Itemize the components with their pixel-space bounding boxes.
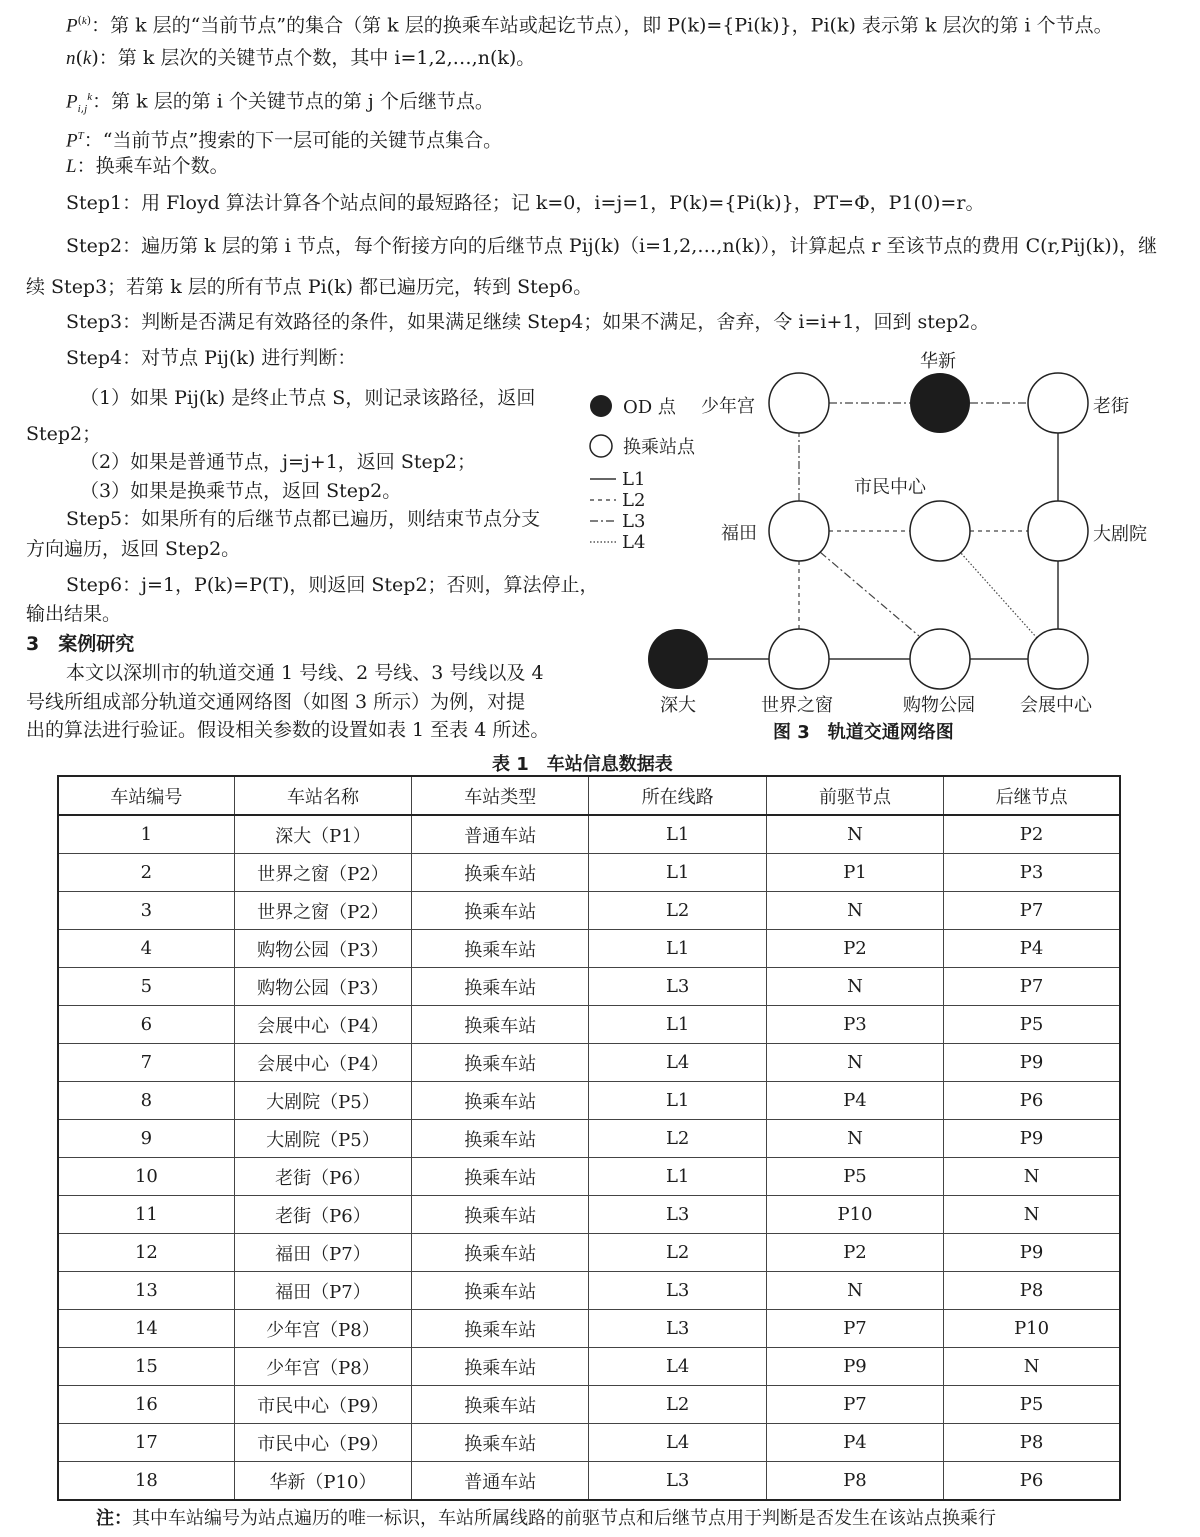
table-cell: 换乘车站 [412, 1234, 589, 1272]
table-cell: 市民中心（P9） [234, 1424, 411, 1462]
table-cell: 17 [58, 1424, 234, 1462]
station-shiminzhongxin [910, 501, 970, 561]
table-cell: 换乘车站 [412, 1082, 589, 1120]
figure-caption: 图 3 轨道交通网络图 [773, 722, 954, 743]
table-cell: 换乘车站 [412, 930, 589, 968]
table-cell: N [766, 1044, 943, 1082]
label-dajuyuan: 大剧院 [1093, 524, 1147, 545]
table-cell: 世界之窗（P2） [234, 892, 411, 930]
table-cell: N [944, 1348, 1120, 1386]
table-cell: 福田（P7） [234, 1234, 411, 1272]
table-cell: 少年宫（P8） [234, 1348, 411, 1386]
table-cell: L3 [589, 1462, 766, 1501]
step5-line1: Step5：如果所有的后继节点都已遍历，则结束节点分支 [66, 508, 541, 530]
table-cell: P2 [766, 930, 943, 968]
table-cell: P5 [944, 1386, 1120, 1424]
table-cell: P9 [944, 1234, 1120, 1272]
step2-line2: 续 Step3；若第 k 层的所有节点 Pi(k) 都已遍历完，转到 Step6。 [26, 276, 593, 298]
section-para-line1: 本文以深圳市的轨道交通 1 号线、2 号线、3 号线以及 4 [66, 662, 544, 684]
rail-network-diagram [580, 345, 1180, 745]
station-shaoniangong [769, 373, 829, 433]
table-cell: L2 [589, 1120, 766, 1158]
table-cell: L4 [589, 1348, 766, 1386]
table-cell: P10 [766, 1196, 943, 1234]
def-p-ij-text: ：第 k 层的第 i 个关键节点的第 j 个后继节点。 [92, 90, 494, 113]
label-futian: 福田 [721, 523, 757, 544]
table-cell: 换乘车站 [412, 1386, 589, 1424]
table-cell: L3 [589, 1310, 766, 1348]
table-cell: 会展中心（P4） [234, 1006, 411, 1044]
table-cell: P8 [766, 1462, 943, 1501]
table-row [58, 1310, 1120, 1348]
table-cell: P10 [944, 1310, 1120, 1348]
table-cell: 18 [58, 1462, 234, 1501]
label-huaxin: 华新 [920, 351, 956, 372]
table-cell: P7 [944, 968, 1120, 1006]
table-cell: N [766, 968, 943, 1006]
table-cell: L1 [589, 854, 766, 892]
rail-network-figure [580, 345, 1180, 745]
table-cell: P7 [944, 892, 1120, 930]
station-info-table [57, 775, 1121, 1501]
table-cell: 华新（P10） [234, 1462, 411, 1501]
table-cell: 换乘车站 [412, 854, 589, 892]
table-cell: P6 [944, 1462, 1120, 1501]
legend-l4-label: L4 [622, 532, 646, 553]
table-cell: P9 [766, 1348, 943, 1386]
station-shijiezhichuang [769, 629, 829, 689]
table-cell: 老街（P6） [234, 1196, 411, 1234]
table-cell: P8 [944, 1272, 1120, 1310]
table-cell: P9 [944, 1120, 1120, 1158]
section-para-line3: 出的算法进行验证。假设相关参数的设置如表 1 至表 4 所述。 [26, 719, 550, 741]
legend-l2-label: L2 [622, 490, 646, 511]
col-station-id: 车站编号 [58, 776, 234, 815]
table-cell: 6 [58, 1006, 234, 1044]
table-cell: P8 [944, 1424, 1120, 1462]
step5-line2: 方向遍历，返回 Step2。 [26, 538, 241, 560]
table-cell: 大剧院（P5） [234, 1120, 411, 1158]
table-cell: 换乘车站 [412, 1158, 589, 1196]
col-station-name: 车站名称 [234, 776, 411, 815]
table-cell: 普通车站 [412, 815, 589, 854]
table-row [58, 1120, 1120, 1158]
table-row [58, 1348, 1120, 1386]
station-dajuyuan [1028, 501, 1088, 561]
table-cell: P7 [766, 1310, 943, 1348]
table-cell: L2 [589, 1234, 766, 1272]
table-cell: P9 [944, 1044, 1120, 1082]
table-note-text: 其中车站编号为站点遍历的唯一标识，车站所属线路的前驱节点和后继节点用于判断是否发生在该站点换乘行 [132, 1508, 996, 1529]
legend-l3-label: L3 [622, 511, 646, 532]
table-cell: L3 [589, 1272, 766, 1310]
table-cell: P4 [766, 1082, 943, 1120]
table-cell: 换乘车站 [412, 1310, 589, 1348]
station-shenda [648, 629, 708, 689]
table-row [58, 1006, 1120, 1044]
table-row [58, 968, 1120, 1006]
table-cell: L2 [589, 892, 766, 930]
table-cell: 少年宫（P8） [234, 1310, 411, 1348]
label-gouwugongyuan: 购物公园 [903, 695, 975, 716]
def-l: L：换乘车站个数。 [66, 155, 229, 177]
table-cell: L1 [589, 815, 766, 854]
step6-line1: Step6：j=1，P(k)=P(T)，则返回 Step2；否则，算法停止， [66, 574, 599, 596]
table-cell: P7 [766, 1386, 943, 1424]
station-futian [769, 501, 829, 561]
table-cell: 9 [58, 1120, 234, 1158]
table-row [58, 1462, 1120, 1501]
table-row [58, 1386, 1120, 1424]
table-row [58, 1424, 1120, 1462]
table-cell: 换乘车站 [412, 1006, 589, 1044]
col-predecessor: 前驱节点 [766, 776, 943, 815]
station-gouwugongyuan [910, 629, 970, 689]
table-cell: 7 [58, 1044, 234, 1082]
table-row [58, 854, 1120, 892]
def-l-text: ：换乘车站个数。 [76, 155, 229, 177]
table-cell: 购物公园（P3） [234, 930, 411, 968]
table-cell: 12 [58, 1234, 234, 1272]
table-cell: N [766, 1120, 943, 1158]
col-successor: 后继节点 [944, 776, 1120, 815]
station-laojie [1028, 373, 1088, 433]
table-cell: 15 [58, 1348, 234, 1386]
legend-od-label: OD 点 [623, 397, 676, 418]
table-cell: 11 [58, 1196, 234, 1234]
def-n-k-text: ：第 k 层次的关键节点个数，其中 i=1,2,…,n(k)。 [98, 47, 536, 69]
table-cell: P3 [944, 854, 1120, 892]
table-cell: 13 [58, 1272, 234, 1310]
table-cell: 换乘车站 [412, 1044, 589, 1082]
table-cell: N [944, 1196, 1120, 1234]
table-row [58, 892, 1120, 930]
table-cell: L3 [589, 1196, 766, 1234]
def-p-t-text: ：“当前节点”搜索的下一层可能的关键节点集合。 [83, 129, 503, 152]
table-cell: N [766, 892, 943, 930]
label-laojie: 老街 [1093, 396, 1129, 417]
legend-l1-label: L1 [622, 469, 646, 490]
table-cell: P4 [944, 930, 1120, 968]
step1: Step1：用 Floyd 算法计算各个站点间的最短路径；记 k=0，i=j=1，P(k)={Pi(k)}，PT=Φ，P1(0)=r。 [66, 192, 985, 214]
table-cell: L3 [589, 968, 766, 1006]
station-huaxin [910, 373, 970, 433]
table-caption: 表 1 车站信息数据表 [492, 754, 673, 775]
def-p-k-text: ：第 k 层的“当前节点”的集合（第 k 层的换乘车站或起讫节点），即 P(k)={Pi(k)}，Pi(k) 表示第 k 层次的第 i 个节点。 [91, 14, 1113, 37]
legend-transfer-icon [590, 435, 612, 457]
step4-case2: （2）如果是普通节点，j=j+1，返回 Step2； [80, 451, 476, 473]
table-cell: P4 [766, 1424, 943, 1462]
table-cell: 2 [58, 854, 234, 892]
table-cell: N [944, 1158, 1120, 1196]
table-cell: P5 [944, 1006, 1120, 1044]
table-row [58, 1196, 1120, 1234]
table-cell: 换乘车站 [412, 1272, 589, 1310]
table-row [58, 1158, 1120, 1196]
step4-case1-line2: Step2； [26, 423, 102, 445]
table-row [58, 815, 1120, 854]
table-cell: P2 [766, 1234, 943, 1272]
step4-case3: （3）如果是换乘节点，返回 Step2。 [80, 480, 402, 502]
table-cell: 5 [58, 968, 234, 1006]
table-cell: 老街（P6） [234, 1158, 411, 1196]
table-cell: 世界之窗（P2） [234, 854, 411, 892]
table-cell: 换乘车站 [412, 1348, 589, 1386]
col-line: 所在线路 [589, 776, 766, 815]
table-cell: 会展中心（P4） [234, 1044, 411, 1082]
table-cell: 大剧院（P5） [234, 1082, 411, 1120]
step4-case1-line1: （1）如果 Pij(k) 是终止节点 S，则记录该路径，返回 [80, 387, 536, 409]
table-cell: 换乘车站 [412, 1424, 589, 1462]
table-cell: P6 [944, 1082, 1120, 1120]
table-cell: L1 [589, 1158, 766, 1196]
table-note-label: 注： [96, 1508, 132, 1529]
table-cell: L2 [589, 1386, 766, 1424]
label-shijiezhichuang: 世界之窗 [761, 695, 833, 716]
table-row [58, 1044, 1120, 1082]
legend-od-icon [590, 395, 612, 417]
table-row [58, 1234, 1120, 1272]
l4-huizhanzhongxin-shiminzhongxin [960, 552, 1037, 638]
table-cell: P5 [766, 1158, 943, 1196]
step6-line2: 输出结果。 [26, 603, 122, 625]
table-cell: L1 [589, 930, 766, 968]
table-row [58, 930, 1120, 968]
table-cell: L1 [589, 1082, 766, 1120]
table-cell: L1 [589, 1006, 766, 1044]
table-cell: 换乘车站 [412, 892, 589, 930]
def-p-ij: $P_{i,j}^k$：第 k 层的第 i 个关键节点的第 j 个后继节点。 [66, 90, 494, 116]
def-n-k: n(k)：第 k 层次的关键节点个数，其中 i=1,2,…,n(k)。 [66, 47, 536, 69]
table-row [58, 1272, 1120, 1310]
table-cell: L4 [589, 1044, 766, 1082]
station-huizhanzhongxin [1028, 629, 1088, 689]
step3: Step3：判断是否满足有效路径的条件，如果满足继续 Step4；如果不满足，舍弃，令 i=i+1，回到 step2。 [66, 311, 990, 333]
table-cell: 10 [58, 1158, 234, 1196]
step4: Step4：对节点 Pij(k) 进行判断： [66, 347, 357, 369]
table-cell: 14 [58, 1310, 234, 1348]
l3-gouwugongyuan-futian [820, 552, 919, 636]
step2-line1: Step2：遍历第 k 层的第 i 节点，每个衔接方向的后继节点 Pij(k)（i=1,2,…,n(k)），计算起点 r 至该节点的费用 C(r,Pij(k))，继 [66, 235, 1158, 257]
table-cell: P3 [766, 1006, 943, 1044]
table-cell: P1 [766, 854, 943, 892]
label-shiminzhongxin: 市民中心 [854, 477, 926, 498]
table-header-row [58, 776, 1120, 815]
label-shaoniangong: 少年宫 [701, 396, 755, 417]
table-cell: 4 [58, 930, 234, 968]
table-cell: 换乘车站 [412, 1196, 589, 1234]
section-title: 3 案例研究 [26, 633, 135, 655]
table-cell: P2 [944, 815, 1120, 854]
table-cell: 市民中心（P9） [234, 1386, 411, 1424]
table-cell: L4 [589, 1424, 766, 1462]
section-para-line2: 号线所组成部分轨道交通网络图（如图 3 所示）为例，对提 [26, 691, 526, 713]
legend-transfer-label: 换乘站点 [623, 437, 695, 458]
table-row [58, 1082, 1120, 1120]
table-cell: 购物公园（P3） [234, 968, 411, 1006]
def-p-k: $P^{(k)}$：第 k 层的“当前节点”的集合（第 k 层的换乘车站或起讫节点），即 P(k)={Pi(k)}，Pi(k) 表示第 k 层次的第 i 个节点。 [66, 14, 1113, 37]
table-cell: 福田（P7） [234, 1272, 411, 1310]
table-cell: 换乘车站 [412, 968, 589, 1006]
table-cell: 3 [58, 892, 234, 930]
table-cell: N [766, 815, 943, 854]
col-station-type: 车站类型 [412, 776, 589, 815]
table-cell: 深大（P1） [234, 815, 411, 854]
table-cell: 8 [58, 1082, 234, 1120]
label-shenda: 深大 [660, 695, 696, 716]
def-p-t: $P^T$：“当前节点”搜索的下一层可能的关键节点集合。 [66, 129, 503, 152]
table-body [58, 815, 1120, 1500]
label-huizhanzhongxin: 会展中心 [1020, 695, 1092, 716]
table-cell: 16 [58, 1386, 234, 1424]
table-cell: N [766, 1272, 943, 1310]
table-note [96, 1504, 996, 1530]
table-cell: 普通车站 [412, 1462, 589, 1501]
table-cell: 换乘车站 [412, 1120, 589, 1158]
table-cell: 1 [58, 815, 234, 854]
